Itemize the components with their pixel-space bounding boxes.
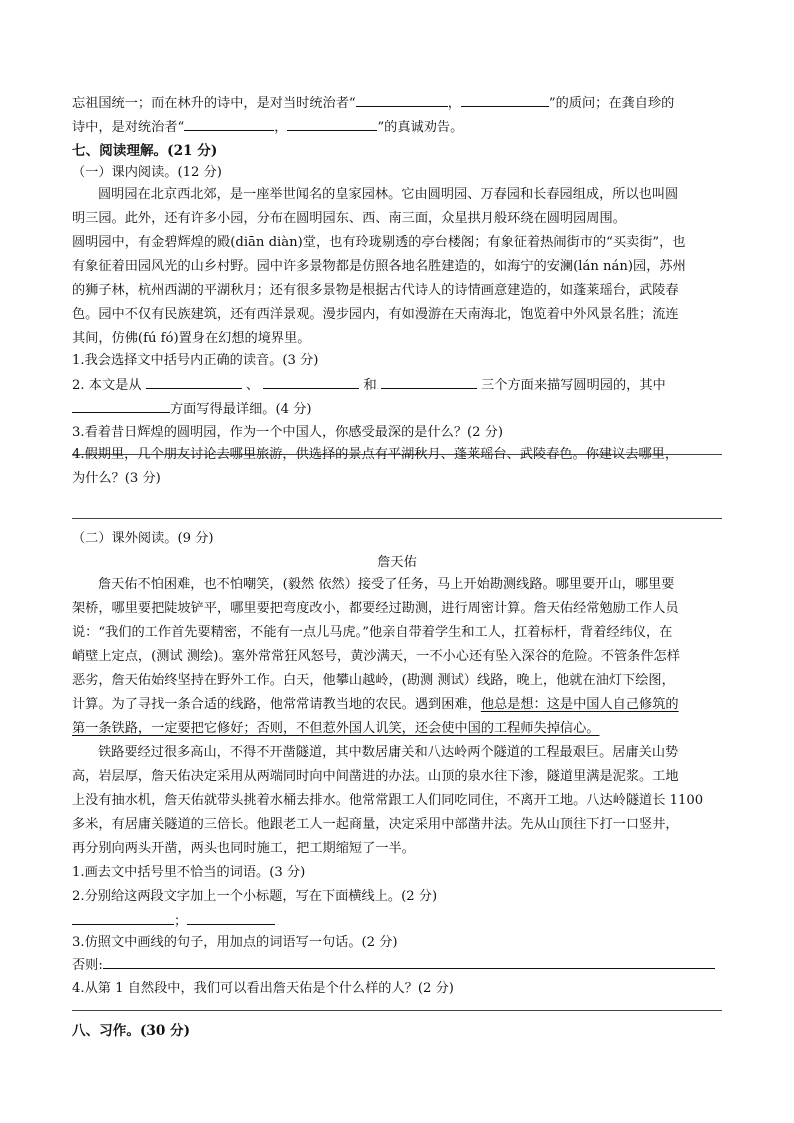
question-4: 4.假期里，几个朋友讨论去哪里旅游，供选择的景点有平湖秋月、蓬莱瑶台、武陵春色。你建议去哪里，	[72, 447, 679, 462]
passage-line: 詹天佑不怕困难，也不怕嘲笑，(毅然 依然）接受了任务，马上开始勘测线路。哪里要开山，哪里要	[98, 577, 675, 592]
text: 否则:	[72, 958, 103, 973]
passage-line: 高，岩层厚，詹天佑决定采用从两端同时向中间凿进的办法。山顶的泉水往下渗，隧道里满是泥浆。工地	[72, 769, 679, 784]
section-8-heading: 八、习作。(30 分)	[72, 1023, 191, 1039]
answer-blank[interactable]	[103, 954, 715, 969]
text: 诗中，是对统治者“	[72, 120, 185, 135]
text: 三个方面来描写圆明园的，其中	[481, 378, 666, 393]
text: 2. 本文是从	[72, 378, 142, 393]
passage-line: 铁路要经过很多高山，不得不开凿隧道，其中数居庸关和八达岭两个隧道的工程最艰巨。居庸关山势	[98, 745, 679, 760]
text: 、	[245, 378, 260, 393]
underlined-sentence: 第一条铁路，一定要把它修好；否则，不但惹外国人讥笑，还会使中国的工程师失掉信心。	[72, 721, 600, 736]
part-2-label: （二）课外阅读。(9 分)	[72, 531, 214, 546]
text: 和	[363, 378, 377, 393]
passage-line: 架桥，哪里要把陡坡铲平，哪里要把弯度改小，都要经过勘测，进行周密计算。詹天佑经常勉励工作人员	[72, 601, 679, 616]
question-2-answer	[72, 910, 722, 933]
prev-fill-line-2	[72, 116, 722, 139]
passage-title: 詹天佑	[377, 555, 417, 570]
question-2	[72, 374, 722, 397]
answer-blank[interactable]	[381, 374, 477, 389]
passage-line: 其间，仿佛(fú fó)置身在幻想的境界里。	[72, 331, 311, 346]
question-4: 4.从第 1 自然段中，我们可以看出詹天佑是个什么样的人？(2 分)	[72, 981, 454, 996]
text: 方面写得最详细。(4 分)	[170, 402, 312, 417]
text: ，	[447, 96, 461, 111]
passage-line: 色。园中不仅有民族建筑，还有西洋景观。漫步园内，有如漫游在天南海北，饱览着中外风景名胜；流连	[72, 307, 679, 322]
question-2: 2.分别给这两段文字加上一个小标题，写在下面横线上。(2 分)	[72, 889, 438, 904]
answer-line[interactable]	[72, 518, 722, 519]
text: ”的真诚劝告。	[377, 120, 464, 135]
answer-blank[interactable]	[184, 116, 274, 131]
text: 计算。为了寻找一条合适的线路，他常常请教当地的农民。遇到困难，	[72, 697, 481, 712]
question-3: 3.看着昔日辉煌的圆明园，作为一个中国人，你感受最深的是什么？(2 分)	[72, 425, 504, 440]
passage-line: 恶劣，詹天佑始终坚持在野外工作。白天，他攀山越岭，(勘测 测试）线路，晚上，他就在油灯下绘图，	[72, 673, 675, 688]
passage-line: 峭壁上定点，(测试 测绘)。塞外常常狂风怒号，黄沙满天，一不小心还有坠入深谷的危险。不管条件怎样	[72, 649, 680, 664]
text: ，	[274, 120, 288, 135]
answer-line[interactable]	[72, 1010, 722, 1011]
passage-line: 上没有抽水机，詹天佑就带头挑着水桶去排水。他常常跟工人们同吃同住，不离开工地。八达岭隧道长 1100	[72, 793, 704, 808]
answer-blank[interactable]	[356, 92, 448, 107]
passage-line: 有象征着田园风光的山乡村野。园中许多景物都是仿照各地名胜建造的，如海宁的安澜(lán nán)园，苏州	[72, 259, 686, 274]
text: 忘祖国统一；而在林升的诗中，是对当时统治者“	[72, 96, 356, 111]
text: ”的质问；在龚自珍的	[548, 96, 675, 111]
answer-blank[interactable]	[187, 910, 275, 925]
passage-line	[72, 694, 722, 716]
underlined-sentence: 他总是想：这是中国人自己修筑的	[480, 697, 679, 712]
prev-fill-line-1	[72, 92, 722, 115]
question-1: 1.画去文中括号里不恰当的词语。(3 分)	[72, 865, 306, 880]
passage-line: 说：“我们的工作首先要精密，不能有一点儿马虎。”他亲自带着学生和工人，扛着标杆，背着经纬仪，在	[72, 625, 673, 640]
question-3: 3.仿照文中画线的句子，用加点的词语写一句话。(2 分)	[72, 935, 398, 950]
question-2-cont	[72, 398, 722, 421]
passage-line: 多米，有居庸关隧道的三倍长。他跟老工人一起商量，决定采用中部凿井法。先从山顶往下打一口竖井，	[72, 817, 679, 832]
question-3-answer	[72, 954, 722, 977]
passage-line: 明三园。此外，还有许多小园，分布在圆明园东、西、南三面，众星拱月般环绕在圆明园周围。	[72, 211, 626, 226]
answer-blank[interactable]	[72, 910, 174, 925]
question-1: 1.我会选择文中括号内正确的读音。(3 分)	[72, 353, 319, 368]
section-7-heading: 七、阅读理解。(21 分)	[72, 143, 218, 159]
answer-blank[interactable]	[72, 398, 170, 413]
passage-line: 圆明园在北京西北郊，是一座举世闻名的皇家园林。它由圆明园、万春园和长春园组成，所以也叫圆	[98, 187, 679, 202]
answer-blank[interactable]	[146, 374, 242, 389]
text: ；	[174, 914, 188, 929]
passage-line: 的狮子林，杭州西湖的平湖秋月；还有很多景物是根据古代诗人的诗情画意建造的，如蓬莱瑶台，武陵春	[72, 283, 679, 298]
question-4-cont: 为什么？(3 分)	[72, 471, 161, 486]
answer-blank[interactable]	[263, 374, 359, 389]
passage-line: 圆明园中，有金碧辉煌的殿(diān diàn)堂，也有玲珑剔透的亭台楼阁；有象征着热闹街市的“买卖街”，也	[72, 235, 686, 250]
part-1-label: （一）课内阅读。(12 分)	[72, 165, 222, 180]
passage-line	[72, 718, 722, 740]
passage-line: 再分别向两头开凿，两头也同时施工，把工期缩短了一半。	[72, 841, 415, 856]
answer-blank[interactable]	[287, 116, 377, 131]
answer-blank[interactable]	[461, 92, 549, 107]
